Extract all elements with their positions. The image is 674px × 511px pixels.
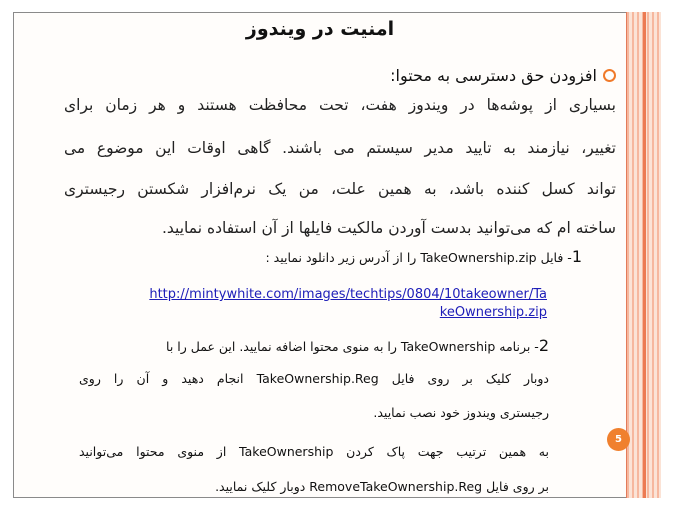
download-link-line-2[interactable]: keOwnership.zip (439, 305, 547, 320)
step-2-line: رجیستری ویندوز خود نصب نمایید. (373, 405, 549, 420)
paragraph-line: تغییر، نیازمند به تایید مدیر سیستم می باشند. گاهی اوقات این موضوع می (64, 139, 616, 157)
paragraph-line: ساخته ام که می‌توانید بدست آوردن مالکیت فایلها از آن استفاده نمایید. (161, 219, 616, 237)
step-1-number: 1 (571, 247, 582, 266)
circle-bullet-icon (603, 69, 616, 82)
paragraph-line: تواند کسل کننده باشد، به همین علت، من یک نرم‌افزار شکستن رجیستری (64, 180, 616, 198)
slide-title: امنیت در ویندوز (245, 18, 395, 40)
bullet-text: افزودن حق دسترسی به محتوا: (390, 66, 597, 85)
step-2 (79, 336, 549, 355)
decorative-side-band (626, 12, 661, 498)
paragraph-line: بسیاری از پوشه‌ها در ویندوز هفت، تحت محافظت هستند و هر زمان برای (64, 96, 616, 114)
download-link-line-1[interactable]: http://mintywhite.com/images/techtips/0804/10takeowner/Ta (149, 287, 547, 302)
step-2-number: 2 (538, 336, 549, 355)
page-number-badge: 5 (607, 428, 630, 451)
bullet-item (390, 66, 616, 85)
closing-line: به همین ترتیب جهت پاک کردن TakeOwnership از منوی محتوا می‌توانید (79, 444, 549, 459)
step-2-line: دوبار کلیک بر روی فایل TakeOwnership.Reg انجام دهید و آن را روی (79, 371, 549, 386)
step-1-text: - فایل TakeOwnership.zip را از آدرس زیر دانلود نمایید : (265, 250, 572, 265)
step-1 (82, 247, 582, 266)
closing-line: بر روی فایل RemoveTakeOwnership.Reg دوبار کلیک نمایید. (215, 479, 549, 494)
step-2-text: - برنامه TakeOwnership را به منوی محتوا اضافه نمایید. این عمل را با (166, 339, 539, 354)
